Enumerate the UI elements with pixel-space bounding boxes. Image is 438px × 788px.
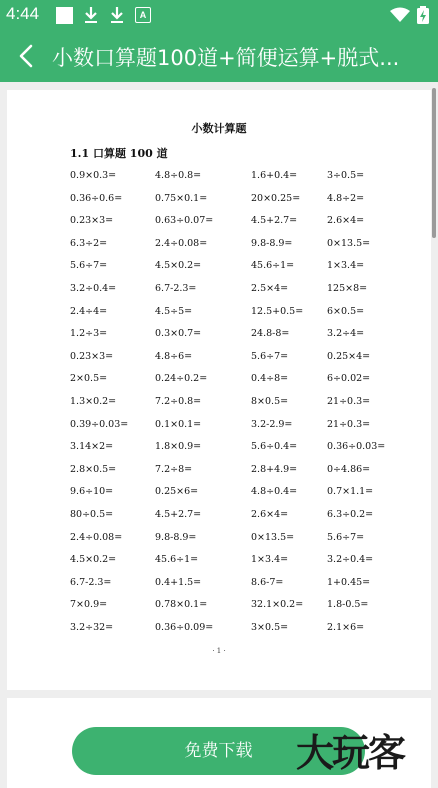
problem-cell: 1.3×0.2= — [70, 396, 117, 407]
problem-row — [7, 486, 431, 502]
problem-cell: 5.6÷0.4= — [251, 441, 298, 453]
scrollbar-thumb[interactable] — [432, 88, 436, 238]
problem-row — [7, 260, 431, 276]
problem-row — [7, 622, 431, 638]
problem-row — [7, 532, 431, 548]
problem-cell: 0.36÷0.6= — [70, 192, 123, 204]
problem-cell: 6.3÷0.2= — [327, 509, 374, 520]
problem-cell: 1+0.45= — [327, 576, 371, 588]
problem-cell: 1×3.4= — [327, 260, 365, 272]
problem-row — [7, 396, 431, 412]
problem-cell: 5.6÷7= — [251, 350, 289, 362]
problem-cell: 0.25×6= — [155, 486, 199, 498]
problem-cell: 2.1×6= — [327, 622, 365, 633]
problem-cell: 2.4÷4= — [70, 305, 108, 317]
notification-square-icon — [56, 7, 73, 24]
problem-cell: 2.4÷0.08= — [70, 531, 123, 543]
problem-cell: 9.8-8.9= — [251, 237, 293, 249]
problem-cell: 1.6+0.4= — [251, 170, 298, 181]
problem-cell: 0.36÷0.09= — [155, 622, 214, 633]
problem-cell: 0.25×4= — [327, 350, 371, 362]
problem-row — [7, 577, 431, 593]
problem-cell: 21÷0.3= — [327, 418, 371, 430]
problem-cell: 9.6÷10= — [70, 486, 114, 498]
wifi-icon — [390, 7, 410, 23]
problem-cell: 0.39÷0.03= — [70, 418, 129, 430]
problem-cell: 45.6÷1= — [155, 554, 199, 566]
problem-cell: 0.3×0.7= — [155, 328, 202, 340]
problem-cell: 0.23×3= — [70, 350, 114, 362]
problem-cell: 0.78×0.1= — [155, 599, 208, 611]
problem-cell: 6÷0.02= — [327, 373, 371, 385]
problem-cell: 1.8-0.5= — [327, 599, 369, 611]
problem-cell: 2×0.5= — [70, 373, 108, 385]
problem-cell: 4.5×0.2= — [155, 260, 202, 272]
problem-row — [7, 170, 431, 186]
document-title: 小数计算题 — [191, 122, 247, 135]
problem-cell: 1.8×0.9= — [155, 441, 202, 453]
problem-cell: 0.63÷0.07= — [155, 215, 214, 227]
problem-cell: 0.75×0.1= — [155, 192, 208, 204]
problem-cell: 32.1×0.2= — [251, 599, 304, 611]
problem-cell: 4.8÷2= — [327, 192, 365, 204]
download-icon — [109, 6, 125, 24]
problem-cell: 4.5+2.7= — [155, 509, 202, 520]
download-icon — [83, 6, 99, 24]
problem-cell: 80÷0.5= — [70, 509, 114, 520]
problem-cell: 12.5+0.5= — [251, 305, 304, 317]
problem-cell: 3.2-2.9= — [251, 418, 293, 430]
app-bar — [0, 30, 438, 82]
problem-cell: 0.7×1.1= — [327, 486, 374, 498]
problem-cell: 6.7-2.3= — [70, 576, 112, 588]
problem-cell: 0.1×0.1= — [155, 418, 202, 430]
problem-cell: 45.6÷1= — [251, 260, 295, 272]
problem-row — [7, 554, 431, 570]
problem-cell: 0×13.5= — [327, 237, 371, 249]
problem-row — [7, 306, 431, 322]
problem-cell: 0.36÷0.03= — [327, 441, 386, 453]
problem-cell: 2.6×4= — [251, 509, 289, 520]
page-number: · 1 · — [212, 647, 226, 655]
status-time: 4:44 — [6, 4, 40, 23]
app-notification-icon: A — [135, 7, 151, 23]
problem-cell: 0×13.5= — [251, 531, 295, 543]
problem-cell: 9.8-8.9= — [155, 531, 197, 543]
problem-cell: 8×0.5= — [251, 396, 289, 407]
problem-cell: 24.8-8= — [251, 328, 290, 340]
problem-cell: 5.6÷7= — [327, 531, 365, 543]
problem-cell: 125×8= — [327, 283, 368, 294]
section-heading: 1.1 口算题 100 道 — [70, 147, 168, 160]
problem-cell: 6.3÷2= — [70, 237, 108, 249]
problem-cell: 0÷4.86= — [327, 463, 371, 475]
problem-cell: 4.5×0.2= — [70, 554, 117, 566]
problem-cell: 1×3.4= — [251, 554, 289, 566]
problem-cell: 3.14×2= — [70, 441, 114, 453]
watermark-logo: 大玩客 — [296, 731, 405, 775]
problem-cell: 6×0.5= — [327, 305, 365, 317]
free-download-button[interactable]: 免费下载 — [72, 727, 365, 775]
problem-cell: 4.8÷6= — [155, 350, 193, 362]
problem-cell: 2.6×4= — [327, 215, 365, 227]
problem-cell: 2.8+4.9= — [251, 463, 298, 475]
problem-row — [7, 328, 431, 344]
problem-cell: 2.5×4= — [251, 283, 289, 294]
problem-cell: 1.2÷3= — [70, 328, 108, 340]
problem-cell: 7.2÷0.8= — [155, 396, 202, 407]
problem-row — [7, 464, 431, 480]
status-bar — [0, 0, 438, 30]
page-title: 小数口算题100道+简便运算+脱式... — [52, 46, 400, 70]
problem-cell: 3.2÷32= — [70, 622, 114, 633]
notification-icons — [56, 6, 151, 24]
battery-icon — [416, 6, 430, 24]
problem-cell: 7.2÷8= — [155, 463, 193, 475]
problem-cell: 21÷0.3= — [327, 396, 371, 407]
problem-cell: 4.8÷0.8= — [155, 170, 202, 181]
problem-row — [7, 599, 431, 615]
problem-cell: 3.2÷0.4= — [327, 554, 374, 566]
problem-row — [7, 283, 431, 299]
problem-row — [7, 419, 431, 435]
system-icons — [390, 6, 430, 24]
problem-cell: 8.6-7= — [251, 576, 284, 588]
problem-row — [7, 509, 431, 525]
problem-cell: 6.7-2.3= — [155, 283, 197, 294]
problem-row — [7, 351, 431, 367]
problem-cell: 7×0.9= — [70, 599, 108, 611]
problem-row — [7, 193, 431, 209]
problem-cell: 4.8÷0.4= — [251, 486, 298, 498]
problem-cell: 5.6÷7= — [70, 260, 108, 272]
problem-cell: 0.4+1.5= — [155, 576, 202, 588]
problem-cell: 0.9×0.3= — [70, 170, 117, 181]
problem-row — [7, 215, 431, 231]
problem-cell: 4.5÷5= — [155, 305, 193, 317]
problem-cell: 4.5+2.7= — [251, 215, 298, 227]
problem-cell: 2.8×0.5= — [70, 463, 117, 475]
problem-row — [7, 441, 431, 457]
problem-cell: 0.23×3= — [70, 215, 114, 227]
problem-cell: 3.2÷4= — [327, 328, 365, 340]
back-arrow-icon[interactable] — [14, 43, 40, 69]
problem-cell: 0.24÷0.2= — [155, 373, 208, 385]
problem-cell: 3÷0.5= — [327, 170, 365, 181]
problem-cell: 0.4÷8= — [251, 373, 289, 385]
problem-row — [7, 373, 431, 389]
problem-cell: 3×0.5= — [251, 622, 289, 633]
problem-row — [7, 238, 431, 254]
problem-cell: 3.2÷0.4= — [70, 283, 117, 294]
problem-cell: 20×0.25= — [251, 192, 301, 204]
document-page[interactable] — [7, 90, 431, 690]
problem-cell: 2.4÷0.08= — [155, 237, 208, 249]
